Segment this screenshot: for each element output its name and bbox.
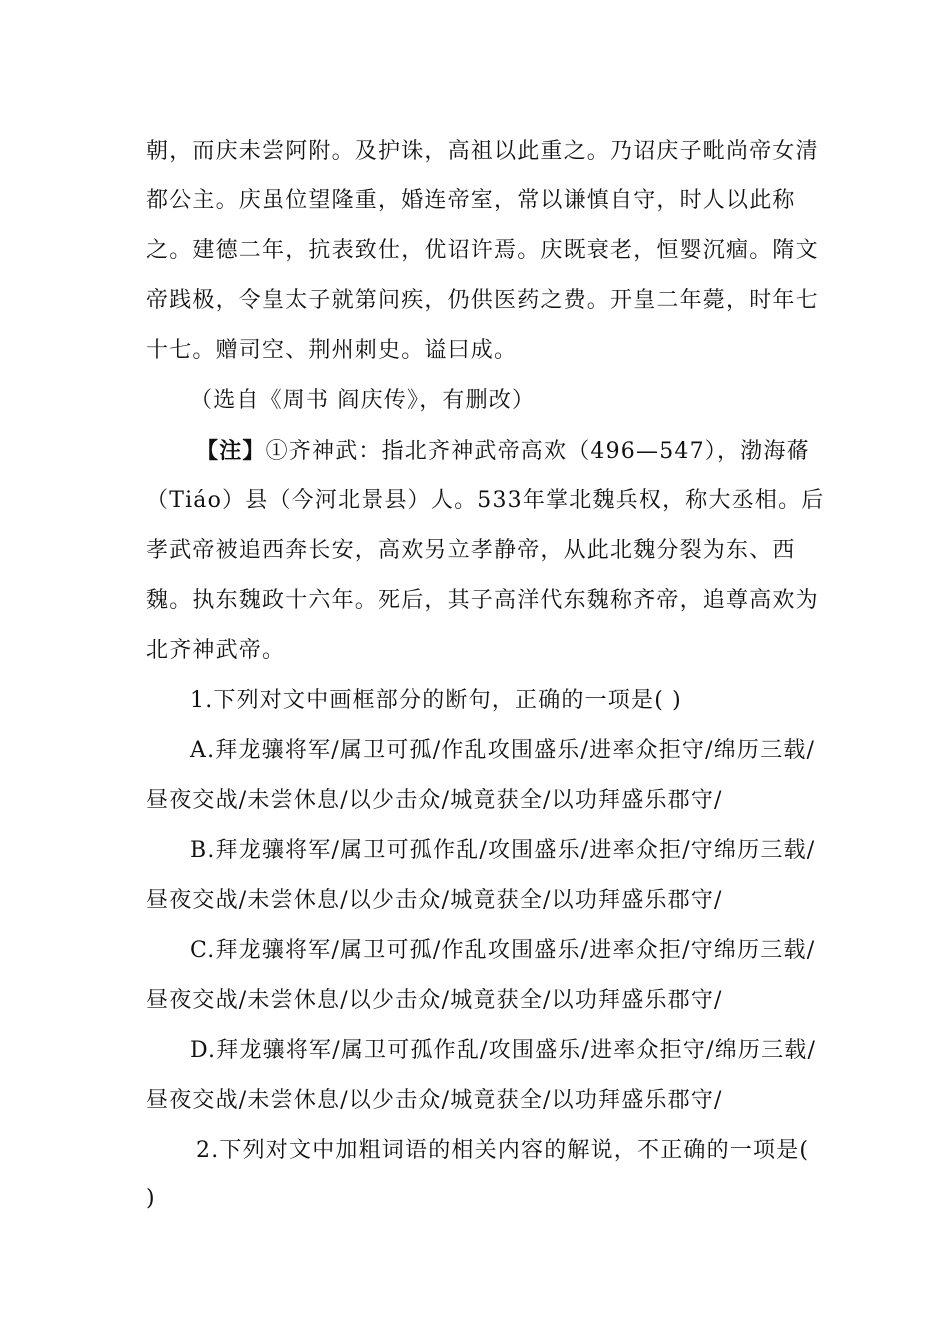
passage-line: 朝，而庆未尝阿附。及护诛，高祖以此重之。乃诏庆子毗尚帝女清 [146,139,819,164]
source-citation: （选自《周书 阎庆传》，有删改） [190,388,536,413]
passage-line: 十七。赠司空、荆州刺史。谥曰成。 [146,338,518,363]
option-b-line-2: 昼夜交战/未尝休息/以少击众/城竟获全/以功拜盛乐郡守/ [146,888,723,913]
passage-line: 帝践极，令皇太子就第问疾，仍供医药之费。开皇二年薨，时年七 [146,288,819,313]
option-c-line-2: 昼夜交战/未尝休息/以少击众/城竟获全/以功拜盛乐郡守/ [146,988,723,1013]
option-d-line-1: D.拜龙骧将军/属卫可孤作乱/攻围盛乐/进率众拒守/绵历三载/ [190,1038,817,1063]
option-b-line-1: B.拜龙骧将军/属卫可孤作乱/攻围盛乐/进率众拒/守绵历三载/ [190,838,816,863]
option-a-line-2: 昼夜交战/未尝休息/以少击众/城竟获全/以功拜盛乐郡守/ [146,788,723,813]
note-line: （Tiáo）县（今河北景县）人。533年掌北魏兵权，称大丞相。后 [146,488,825,513]
note-text: ①齐神武：指北齐神武帝高欢（496—547），渤海蓨 [265,439,810,464]
note-line: 孝武帝被追西奔长安，高欢另立孝静帝，从此北魏分裂为东、西 [146,538,796,563]
note-label: 【注】 [196,438,266,464]
question-2-stem: 2.下列对文中加粗词语的相关内容的解说，不正确的一项是( [196,1138,810,1163]
passage-line: 之。建德二年，抗表致仕，优诏许焉。庆既衰老，恒婴沉痼。隋文 [146,238,819,263]
note-first-line [196,436,826,467]
option-c-line-1: C.拜龙骧将军/属卫可孤/作乱攻围盛乐/进率众拒/守绵历三载/ [190,938,816,963]
option-a-line-1: A.拜龙骧将军/属卫可孤/作乱攻围盛乐/进率众拒守/绵历三载/ [190,738,816,763]
passage-line: 都公主。庆虽位望隆重，婚连帝室，常以谦慎自守，时人以此称 [146,188,796,213]
note-line: 北齐神武帝。 [146,638,286,663]
question-1-stem: 1.下列对文中画框部分的断句，正确的一项是( ) [190,688,682,713]
note-line: 魏。执东魏政十六年。死后，其子高洋代东魏称齐帝，追尊高欢为 [146,588,819,613]
option-d-line-2: 昼夜交战/未尝休息/以少击众/城竟获全/以功拜盛乐郡守/ [146,1088,723,1113]
question-2-stem-end: ) [146,1186,156,1211]
